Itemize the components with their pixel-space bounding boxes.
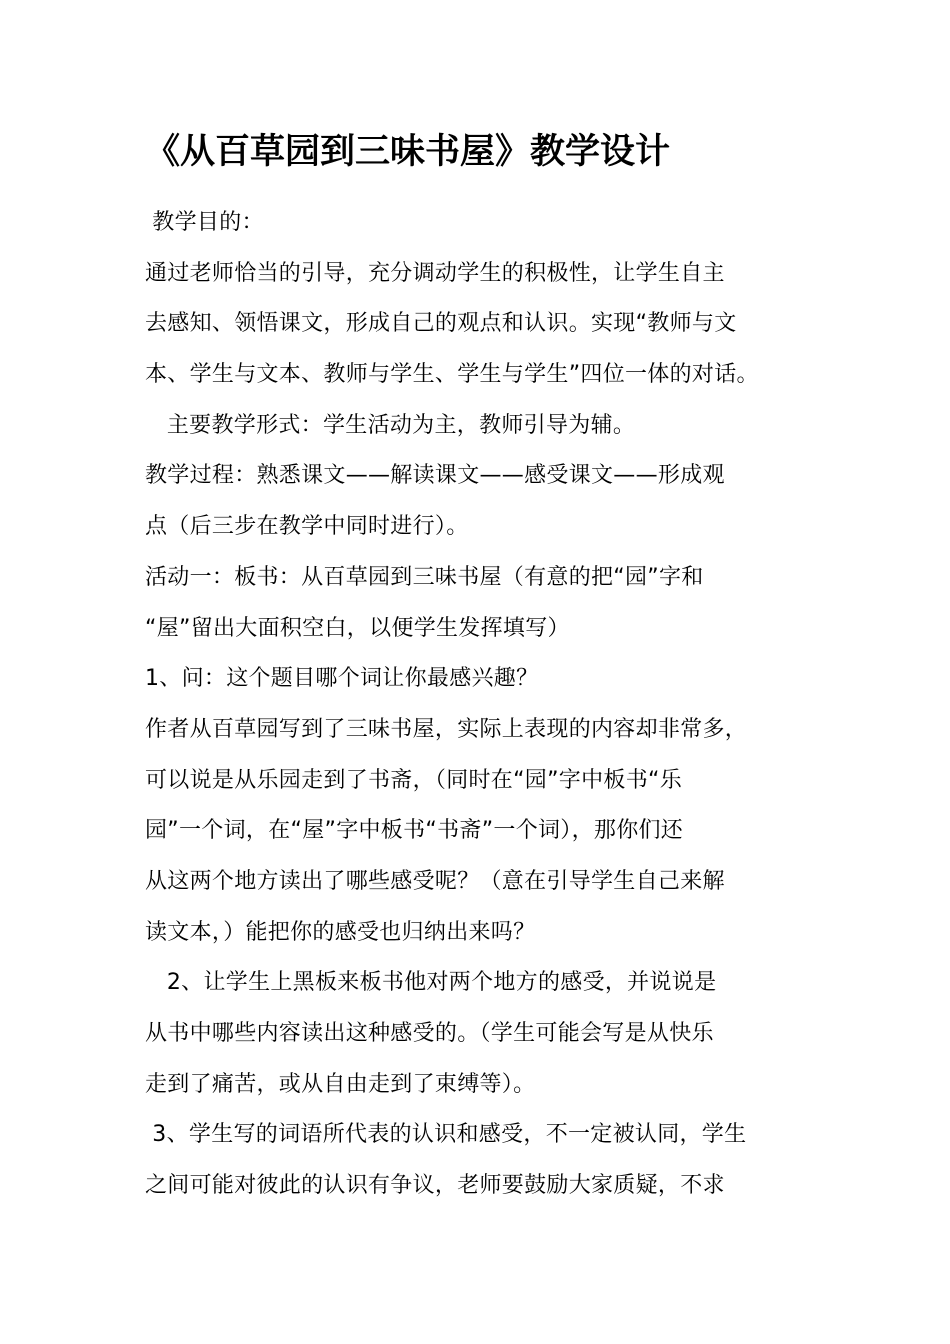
paragraph-line: 园”一个词，在“屋”字中板书“书斋”一个词），那你们还	[145, 818, 684, 844]
paragraph-line: 从书中哪些内容读出这种感受的。（学生可能会写是从快乐	[145, 1021, 714, 1046]
paragraph-line: 之间可能对彼此的认识有争议，老师要鼓励大家质疑，不求	[145, 1173, 725, 1199]
paragraph-line: 2、让学生上黑板来板书他对两个地方的感受，并说说是	[145, 970, 717, 996]
document-body	[145, 198, 815, 1212]
paragraph-line: 去感知、领悟课文，形成自己的观点和认识。实现“教师与文	[145, 311, 737, 337]
paragraph-line: 读文本，）能把你的感受也归纳出来吗？	[145, 919, 536, 945]
paragraph-line: 教学过程：熟悉课文——解读课文——感受课文——形成观	[145, 463, 725, 489]
paragraph-line: 本、学生与文本、教师与学生、学生与学生”四位一体的对话。	[145, 362, 759, 388]
paragraph-line: 通过老师恰当的引导，充分调动学生的积极性，让学生自主	[145, 260, 725, 286]
paragraph-line: 活动一：板书：从百草园到三味书屋（有意的把“园”字和	[145, 564, 704, 590]
paragraph-line: 3、学生写的词语所代表的认识和感受，不一定被认同，学生	[145, 1122, 747, 1148]
paragraph-line: 作者从百草园写到了三味书屋，实际上表现的内容却非常多，	[145, 716, 748, 742]
paragraph-line: 从这两个地方读出了哪些感受呢？（意在引导学生自己来解	[145, 868, 725, 894]
paragraph-line: 可以说是从乐园走到了书斋，（同时在“园”字中板书“乐	[145, 767, 682, 793]
paragraph-line: 点（后三步在教学中同时进行）。	[145, 514, 469, 540]
paragraph-line: 教学目的：	[145, 210, 264, 235]
paragraph-line: 走到了痛苦，或从自由走到了束缚等）。	[145, 1071, 536, 1097]
paragraph-line: 主要教学形式：学生活动为主，教师引导为辅。	[145, 412, 636, 438]
document-title: 《从百草园到三味书屋》教学设计	[145, 132, 671, 172]
paragraph-line: 1、问：这个题目哪个词让你最感兴趣？	[145, 666, 539, 692]
paragraph-line: “屋”留出大面积空白，以便学生发挥填写）	[145, 615, 570, 641]
